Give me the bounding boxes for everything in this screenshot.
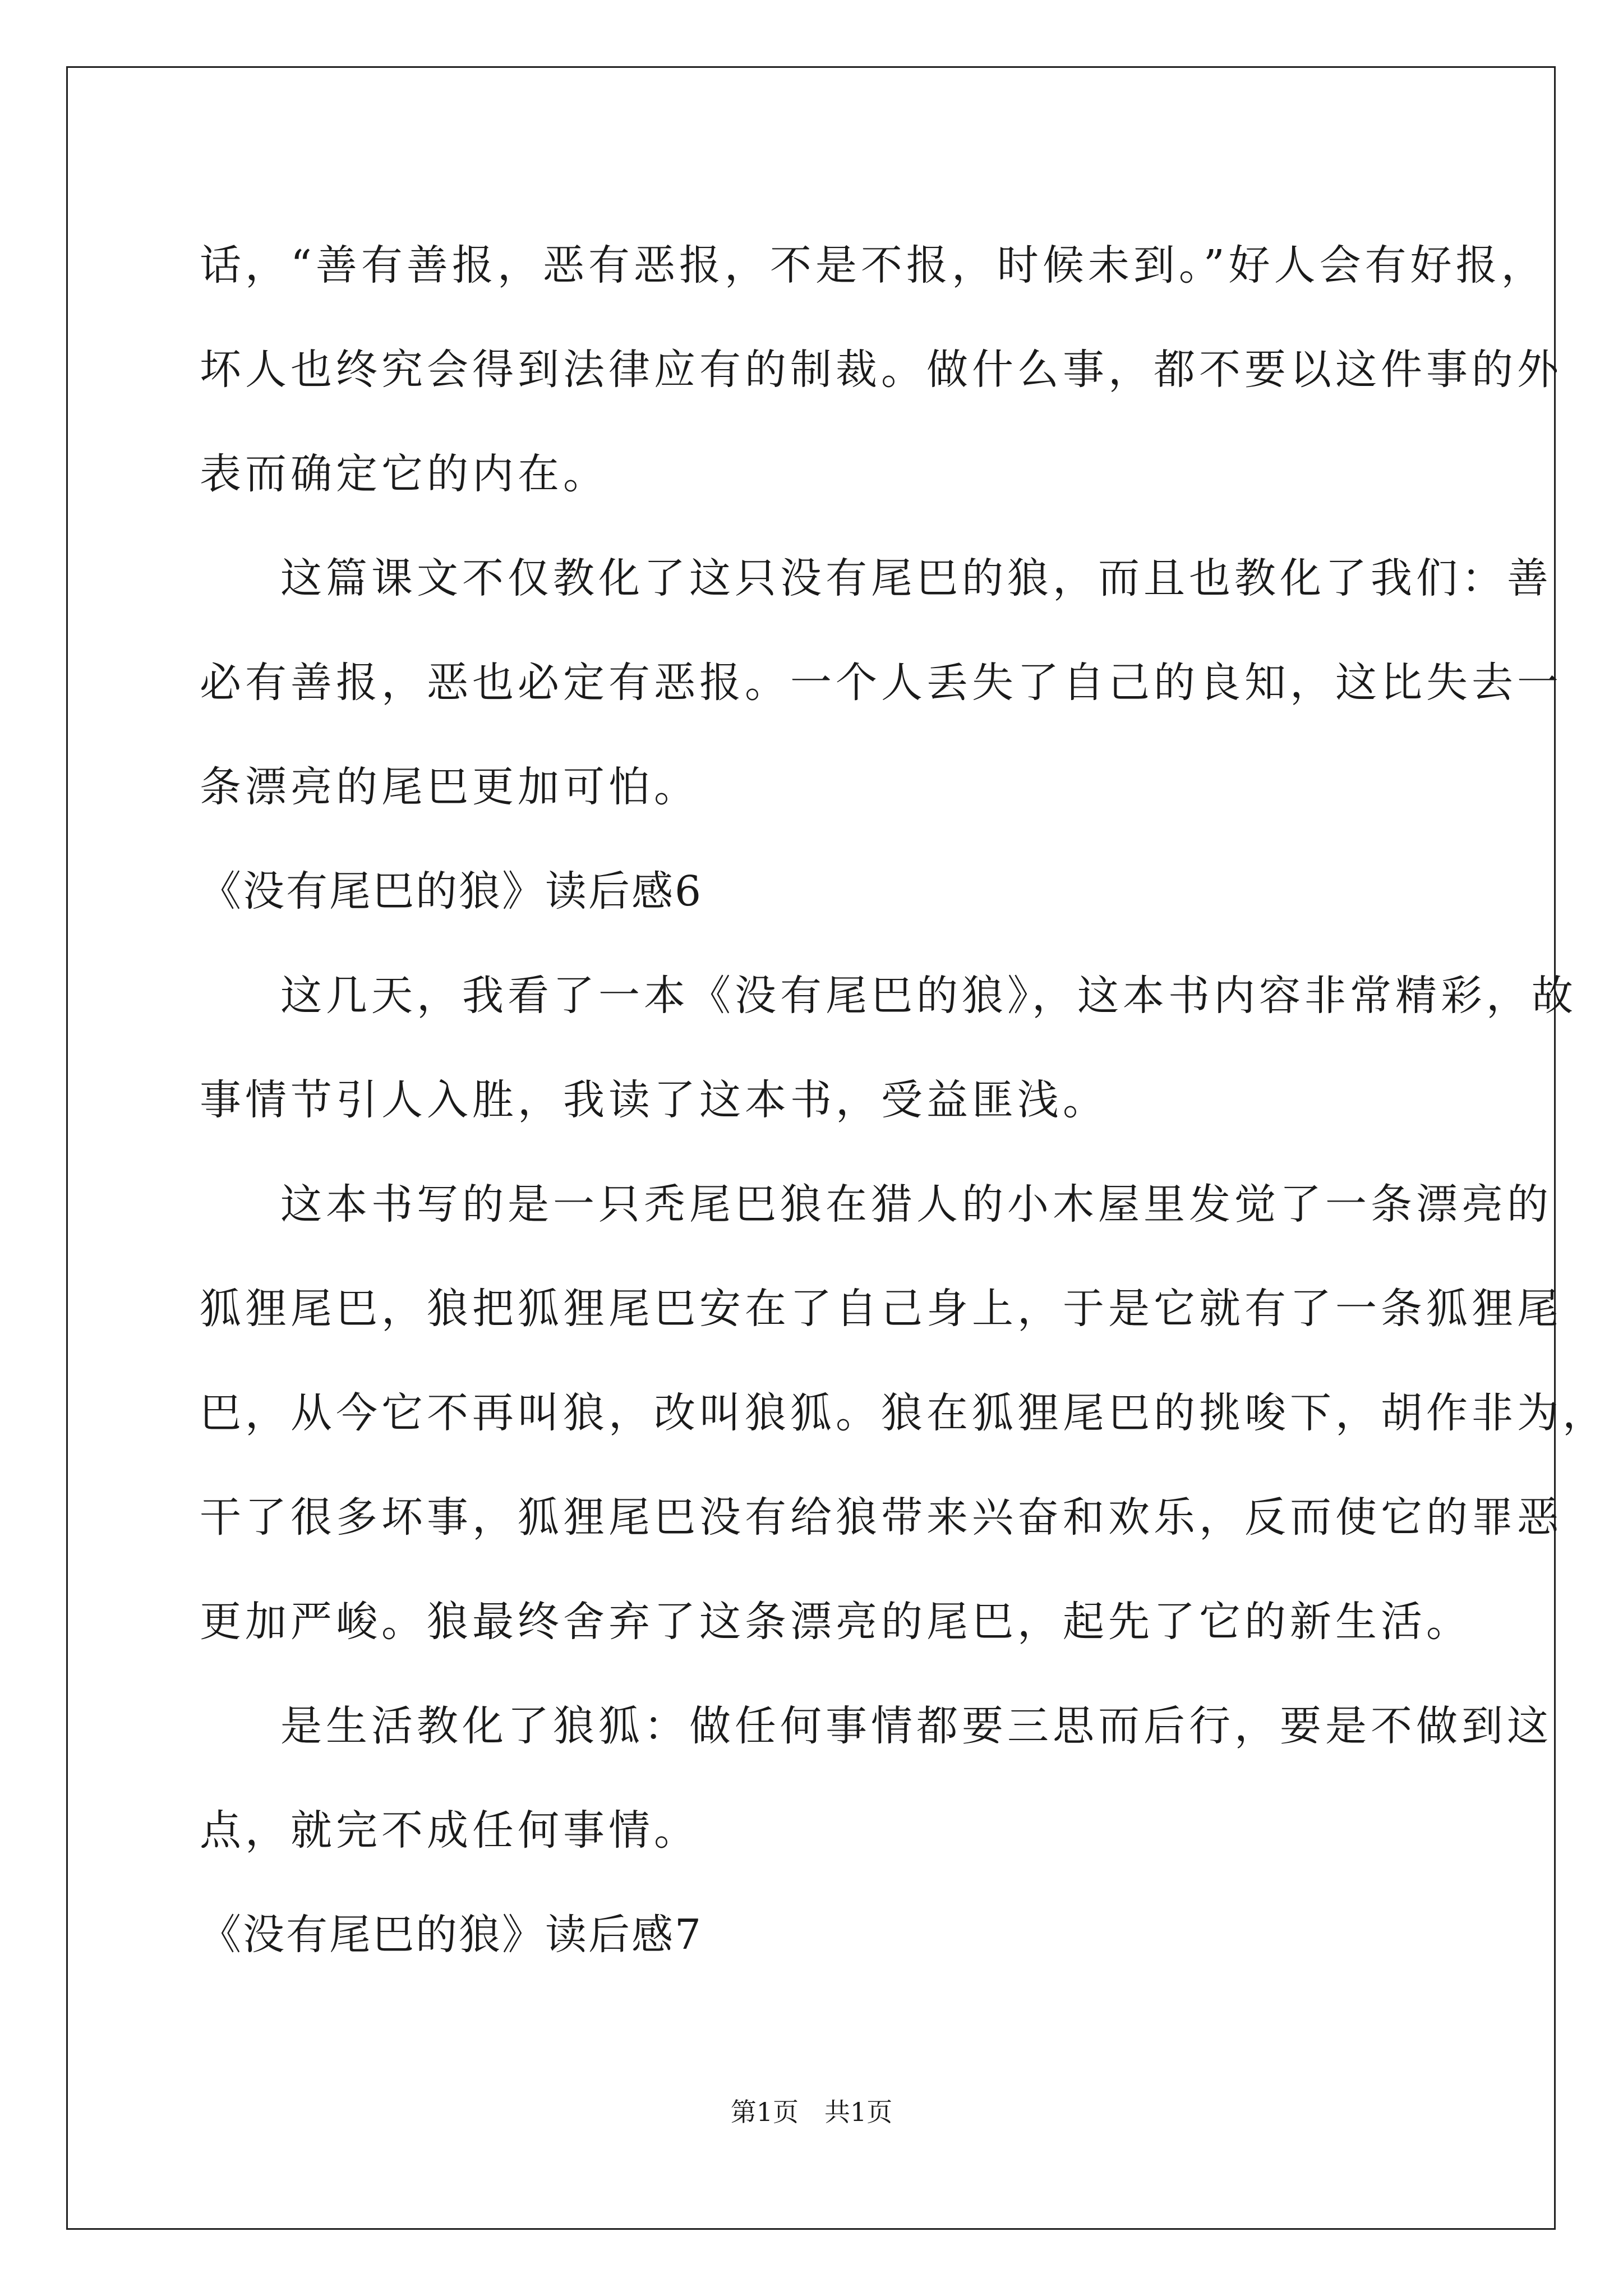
paragraph-line: 巴，从今它不再叫狼，改叫狼狐。狼在狐狸尾巴的挑唆下，胡作非为， (200, 1389, 1608, 1437)
paragraph-line: 话，“善有善报，恶有恶报，不是不报，时候未到。”好人会有好报， (200, 241, 1547, 289)
paragraph-line: 点，就完不成任何事情。 (200, 1806, 699, 1855)
paragraph-line: 坏人也终究会得到法律应有的制裁。做什么事，都不要以这件事的外 (200, 346, 1562, 394)
paragraph-line: 这篇课文不仅教化了这只没有尾巴的狼，而且也教化了我们：善 (280, 554, 1552, 602)
paragraph-line: 条漂亮的尾巴更加可怕。 (200, 763, 699, 811)
section-heading: 《没有尾巴的狼》读后感7 (200, 1911, 703, 1959)
paragraph-line: 事情节引人入胜，我读了这本书，受益匪浅。 (200, 1076, 1108, 1124)
paragraph-line: 表而确定它的内在。 (200, 450, 608, 498)
section-heading: 《没有尾巴的狼》读后感6 (200, 867, 703, 915)
document-body (200, 213, 1608, 1987)
paragraph-line: 更加严峻。狼最终舍弃了这条漂亮的尾巴，起先了它的新生活。 (200, 1598, 1472, 1646)
paragraph-line: 是生活教化了狼狐：做任何事情都要三思而后行，要是不做到这 (280, 1702, 1552, 1750)
paragraph-line: 干了很多坏事，狐狸尾巴没有给狼带来兴奋和欢乐，反而使它的罪恶 (200, 1493, 1562, 1542)
paragraph-line: 这本书写的是一只秃尾巴狼在猎人的小木屋里发觉了一条漂亮的 (280, 1180, 1552, 1228)
paragraph-line: 狐狸尾巴，狼把狐狸尾巴安在了自己身上，于是它就有了一条狐狸尾 (200, 1285, 1562, 1333)
paragraph-line: 必有善报，恶也必定有恶报。一个人丢失了自己的良知，这比失去一 (200, 659, 1562, 707)
paragraph-line: 这几天，我看了一本《没有尾巴的狼》，这本书内容非常精彩，故 (280, 972, 1577, 1020)
page-number-footer: 第1页 共1页 (730, 2097, 893, 2127)
